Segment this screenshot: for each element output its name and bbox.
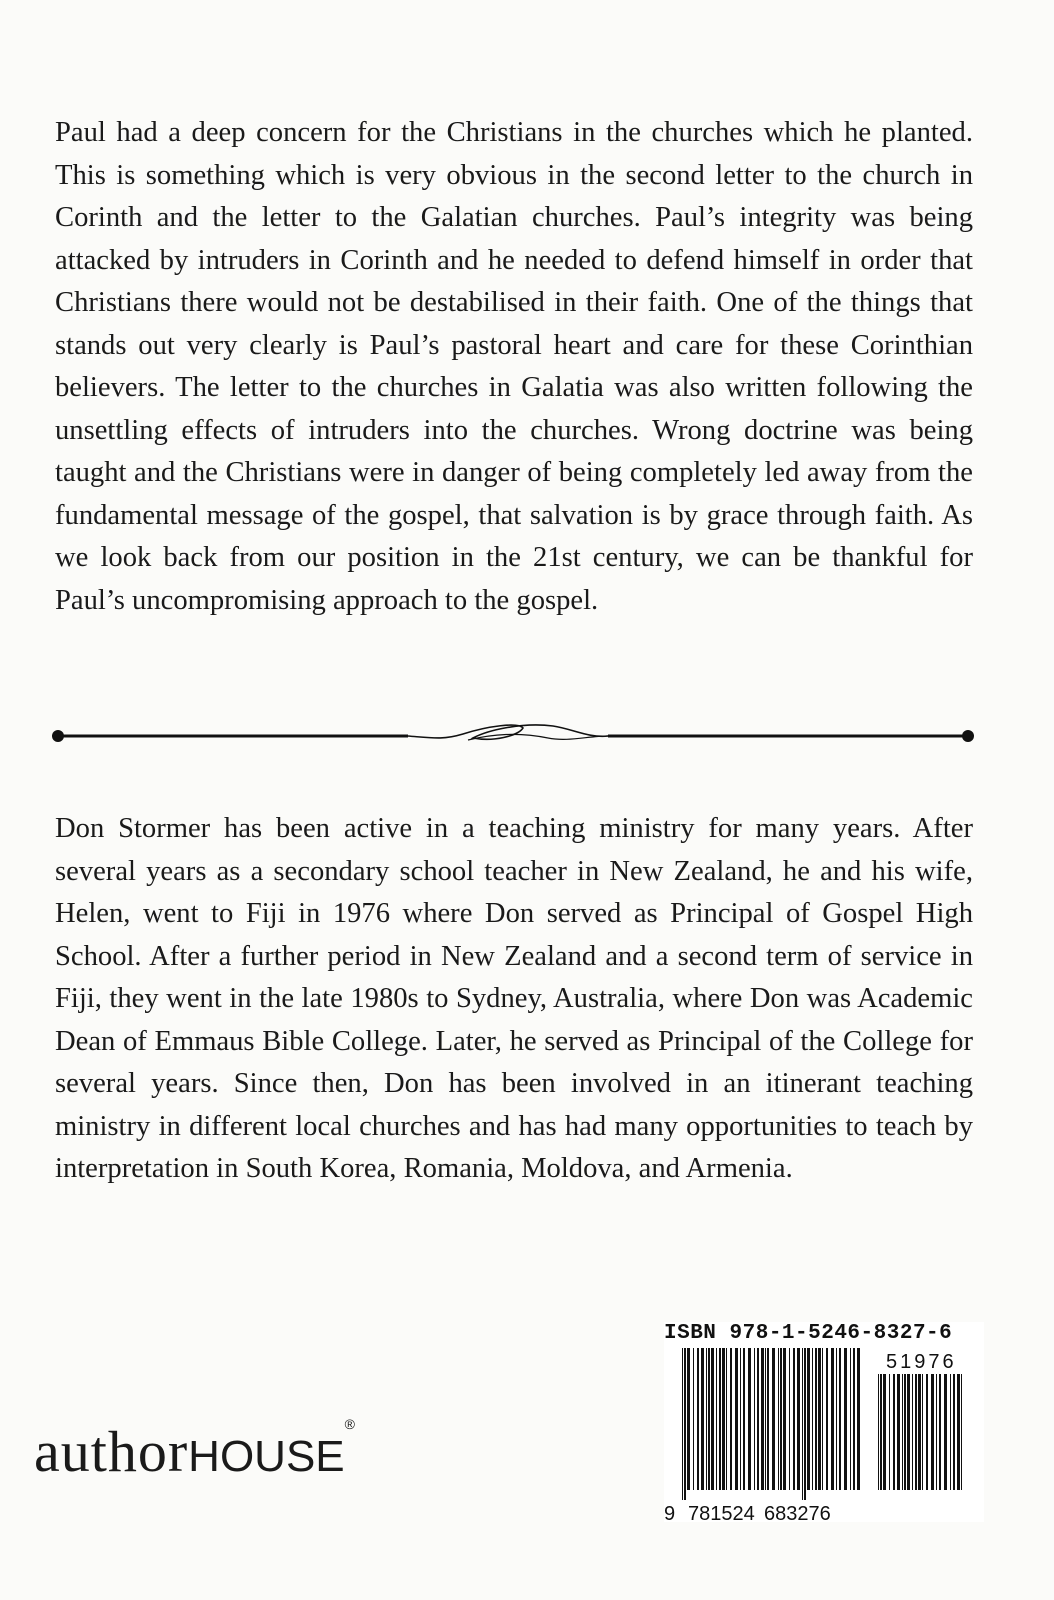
publisher-logo xyxy=(34,1418,355,1485)
barcode-bar xyxy=(797,1348,800,1490)
barcode-bar xyxy=(926,1374,928,1490)
barcode-bar xyxy=(950,1374,951,1490)
barcode-bar xyxy=(957,1374,960,1490)
barcode-bar xyxy=(889,1374,890,1490)
barcode-bar xyxy=(850,1348,851,1490)
barcode-bar xyxy=(701,1348,704,1490)
barcode-bar xyxy=(939,1374,941,1490)
barcode-bar xyxy=(831,1348,834,1490)
barcode-bar xyxy=(883,1374,886,1490)
barcode-bar xyxy=(748,1348,751,1490)
barcode-bar xyxy=(693,1348,694,1490)
barcode-bar xyxy=(807,1348,810,1490)
barcode-bar xyxy=(912,1374,913,1490)
divider-center-flourish xyxy=(408,725,608,739)
barcode-bar xyxy=(804,1348,806,1500)
barcode-bar xyxy=(918,1374,921,1490)
barcode-bar xyxy=(789,1348,790,1490)
barcode-bar xyxy=(765,1348,766,1490)
barcode-bar xyxy=(802,1348,803,1500)
barcode-bar xyxy=(761,1348,764,1490)
barcode-bar xyxy=(826,1348,828,1490)
author-bio-paragraph: Don Stormer has been active in a teaching ministry for many years. After several years as a secondary school teacher in New Zealand, he and his wife, Helen, went to Fiji in 1976 where Don served as Principal of Gospel High School. After a further period in New Zealand and a second term of service in Fiji, they went in the late 1980s to Sydney, Australia, where Don was Academic Dean of Emmaus Bible College. Later, he served as Principal of the College for several years. Since then, Don has been involved in an itinerant teaching ministry in different local churches and has had many opportunities to teach by interpretation in South Korea, Romania, Moldova, and Armenia. xyxy=(55,813,973,1184)
barcode-bar xyxy=(857,1348,860,1490)
barcode-bar xyxy=(897,1374,900,1490)
barcode-bar xyxy=(743,1348,745,1490)
barcode-bar xyxy=(931,1374,934,1490)
barcode-bar xyxy=(812,1348,813,1490)
barcode-graphic xyxy=(664,1348,984,1520)
decorative-divider xyxy=(48,716,978,756)
barcode-bar xyxy=(740,1348,741,1490)
barcode-bar xyxy=(682,1348,683,1500)
barcode-bar xyxy=(684,1348,686,1500)
barcode-bar xyxy=(778,1348,779,1490)
ean-barcode-bars xyxy=(682,1348,860,1500)
price-addon-bars xyxy=(878,1374,962,1490)
barcode-bar xyxy=(780,1348,782,1490)
barcode-bar xyxy=(757,1348,759,1490)
barcode-bar xyxy=(687,1348,690,1490)
barcode-bar xyxy=(836,1348,837,1490)
barcode-bar xyxy=(936,1374,937,1490)
barcode-bar xyxy=(853,1348,855,1490)
barcode-bar xyxy=(726,1348,727,1490)
barcode-bar xyxy=(953,1374,955,1490)
barcode-bar xyxy=(815,1348,817,1490)
barcode-bar xyxy=(844,1348,847,1490)
barcode-bar xyxy=(904,1374,906,1490)
registered-mark: ® xyxy=(344,1416,355,1432)
barcode-bar xyxy=(719,1348,721,1490)
barcode-bar xyxy=(730,1348,732,1490)
barcode-bar xyxy=(735,1348,738,1490)
barcode-first-digit: 9 xyxy=(664,1503,676,1520)
barcode-bar xyxy=(893,1374,895,1490)
barcode-bar xyxy=(772,1348,775,1490)
barcode-bar xyxy=(822,1348,823,1490)
barcode-bar xyxy=(716,1348,717,1490)
barcode-bar xyxy=(706,1348,707,1490)
publisher-logo-author: author xyxy=(34,1419,189,1484)
barcode-bar xyxy=(783,1348,786,1490)
divider-right-dot xyxy=(962,730,974,742)
barcode-bar xyxy=(915,1374,917,1490)
price-code-digits: 51976 xyxy=(886,1351,957,1373)
barcode-bar xyxy=(767,1348,769,1490)
barcode-bar xyxy=(944,1374,947,1490)
cover-blurb-paragraph: Paul had a deep concern for the Christians in the churches which he planted. This is something which is very obvious in the second letter to the church in Corinth and the letter to the Galatian churches. Paul’s integrity was being attacked by intruders in Corinth and he needed to defend himself in order that Christians there would not be destabilised in their faith. One of the things that stands out very clearly is Paul’s pastoral heart and care for these Corinthian believers. The letter to the churches in Galatia was also written following the unsettling effects of intruders into the churches. Wrong doctrine was being taught and the Christians were in danger of being completely led away from the fundamental message of the gospel, that salvation is by grace through faith. As we look back from our position in the 21st century, we can be thankful for Paul’s uncompromising approach to the gospel. xyxy=(55,117,973,616)
barcode-bar xyxy=(818,1348,821,1490)
barcode-bar xyxy=(722,1348,725,1490)
barcode-left-digits: 781524 xyxy=(688,1503,755,1520)
barcode-bar xyxy=(754,1348,755,1490)
barcode-bar xyxy=(839,1348,841,1490)
barcode-bar xyxy=(878,1374,879,1490)
barcode-bar xyxy=(922,1374,923,1490)
barcode-bar xyxy=(961,1374,962,1490)
isbn-barcode-block xyxy=(664,1322,984,1522)
barcode-bar xyxy=(697,1348,699,1490)
barcode-bar xyxy=(880,1374,882,1490)
barcode-bar xyxy=(902,1374,903,1490)
publisher-logo-house: HOUSE xyxy=(188,1432,345,1481)
barcode-bar xyxy=(907,1374,910,1490)
isbn-label: ISBN 978-1-5246-8327-6 xyxy=(664,1322,953,1345)
barcode-bar xyxy=(711,1348,714,1490)
barcode-bar xyxy=(793,1348,795,1490)
barcode-right-digits: 683276 xyxy=(764,1503,831,1520)
barcode-bar xyxy=(708,1348,710,1490)
